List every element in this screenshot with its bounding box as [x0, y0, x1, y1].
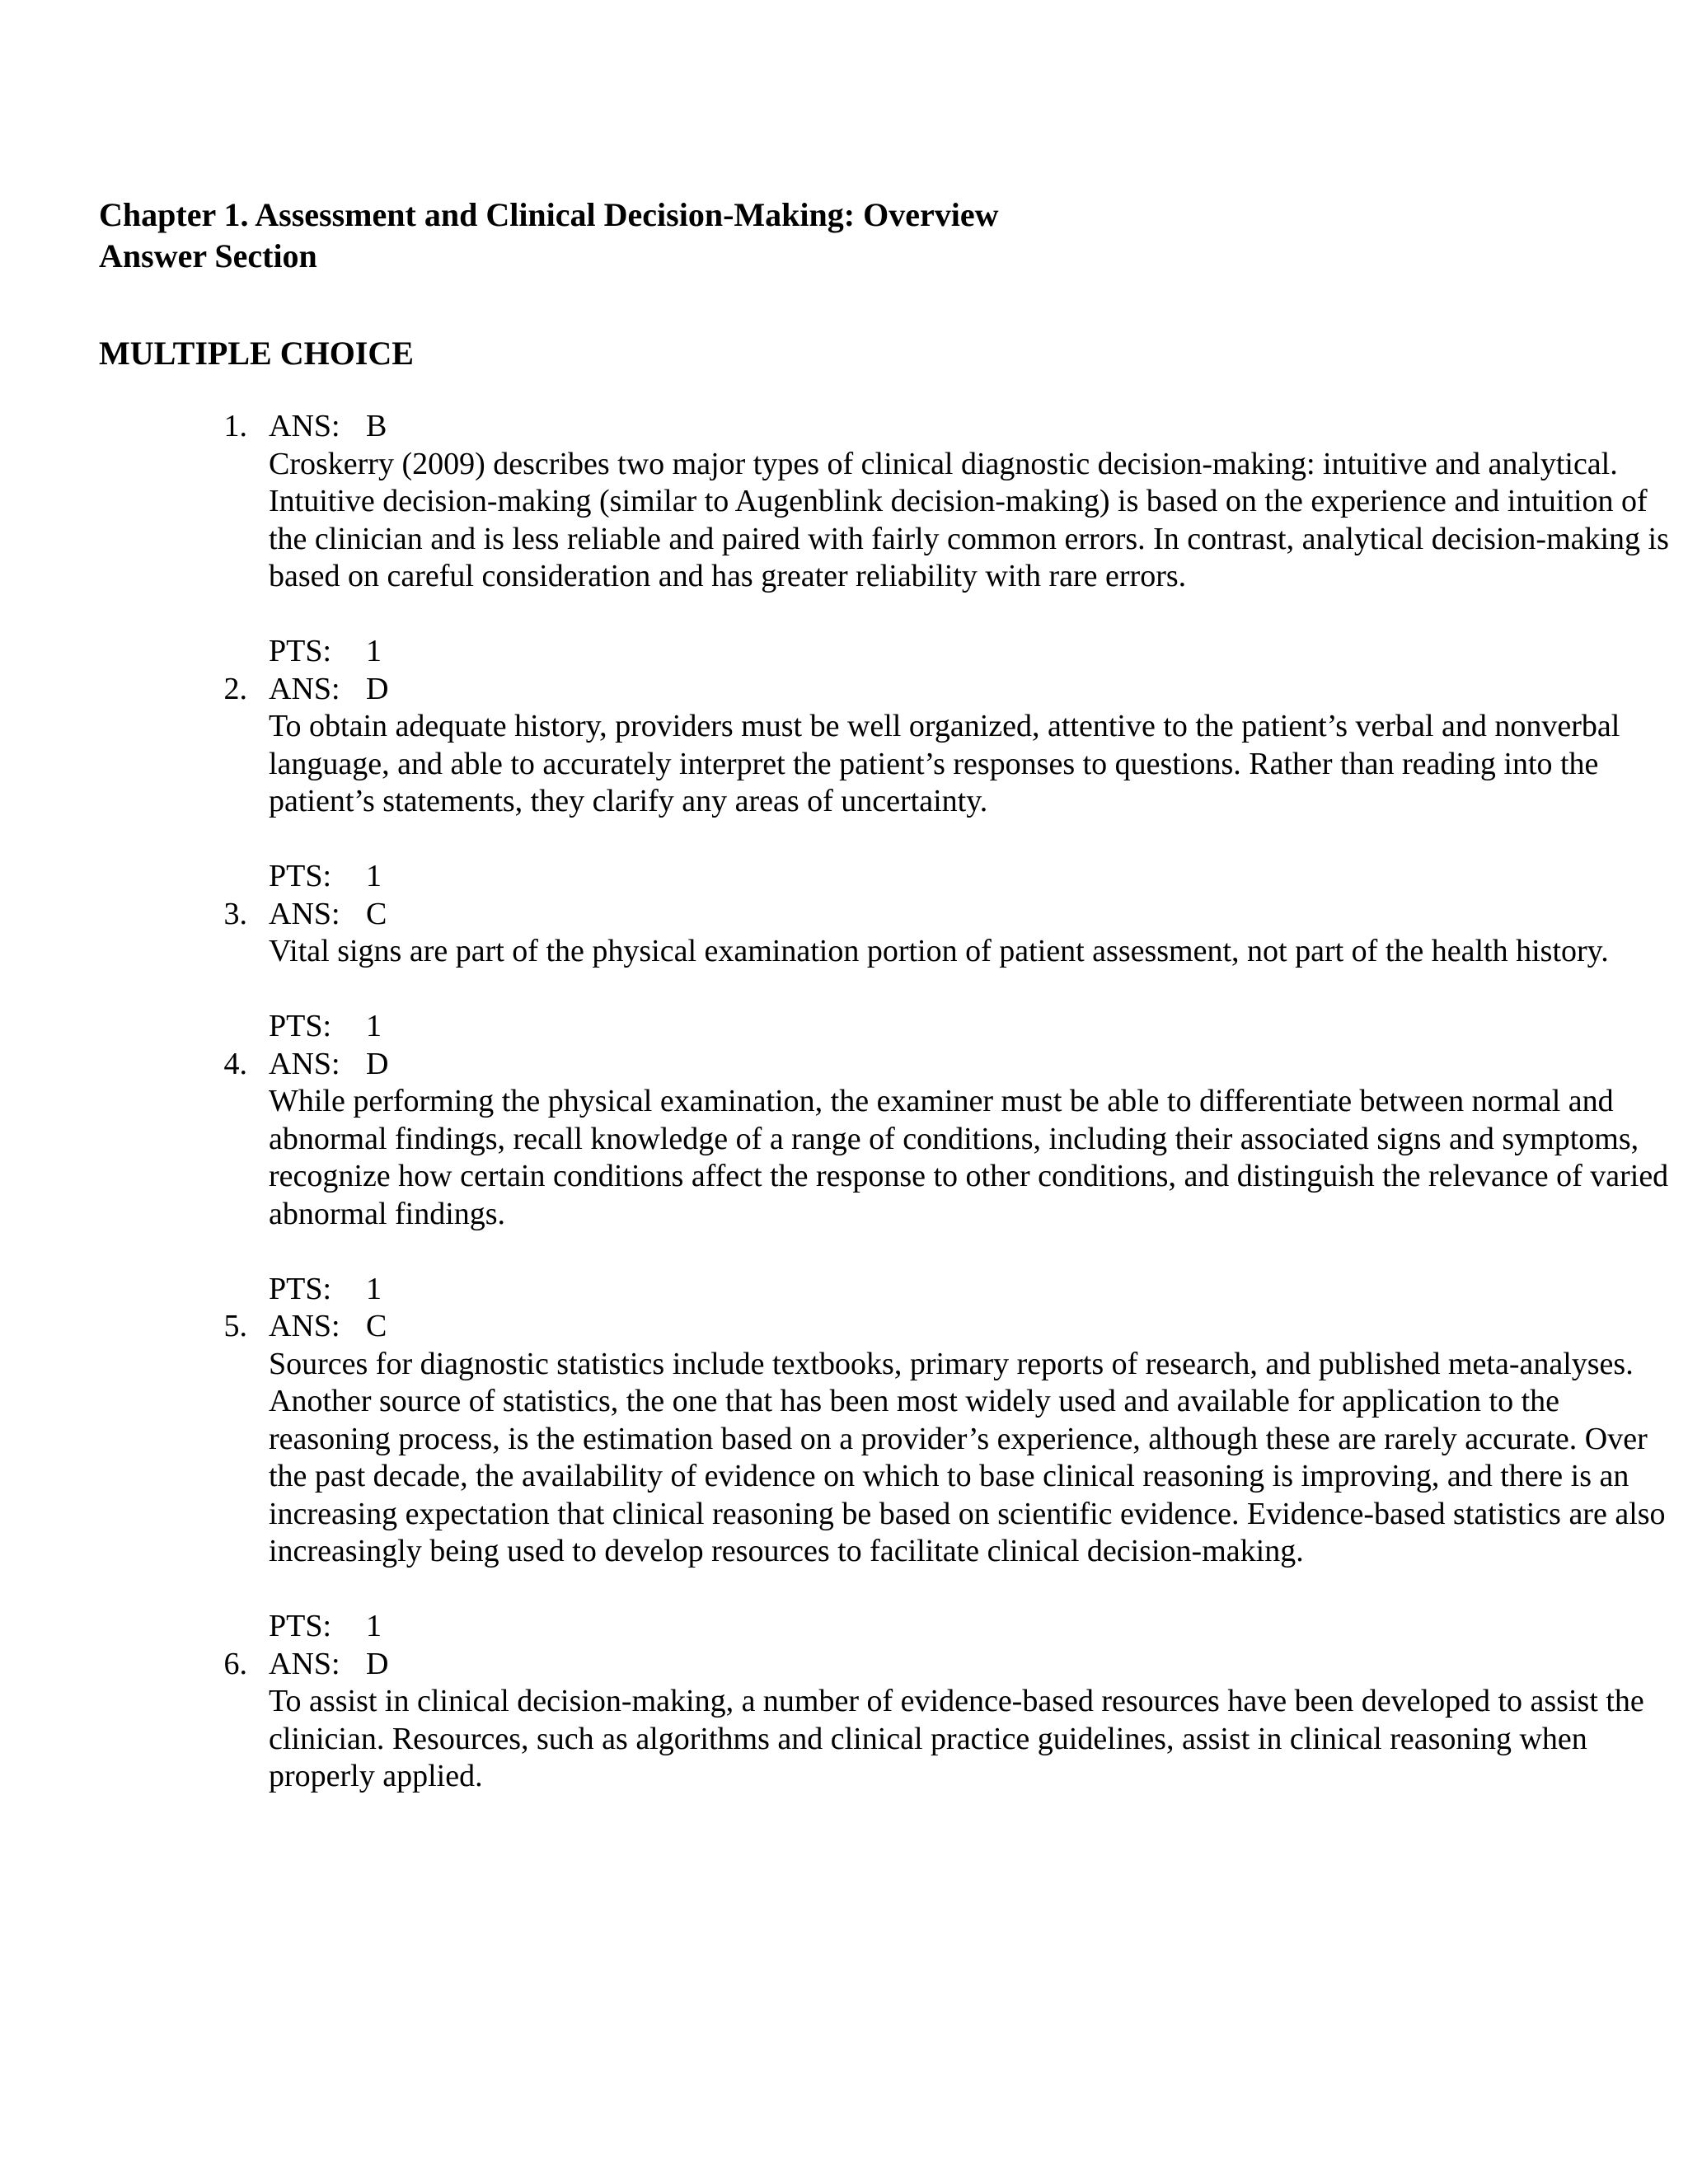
points-value: 1: [366, 634, 382, 668]
points-value: 1: [366, 1609, 382, 1643]
points-line: [269, 858, 1670, 896]
answer-body: [269, 1046, 1670, 1309]
answer-letter: B: [366, 409, 387, 443]
answer-number: 2.: [223, 671, 247, 706]
answer-number: 4.: [223, 1046, 247, 1081]
title-block: [99, 194, 998, 277]
answer-body: [269, 1646, 1670, 1796]
answer-body: [269, 896, 1670, 1046]
ans-label: ANS:: [269, 1309, 340, 1343]
answer-letter: C: [366, 1309, 387, 1343]
answer-number: 5.: [223, 1309, 247, 1343]
answer-rationale: To obtain adequate history, providers must be well organized, attentive to the patient’s verbal and nonverbal language, and able to accurately interpret the patient’s responses to questions. Rather than reading into the patient’s statements, they clarify any areas of uncertainty.: [269, 709, 1620, 818]
points-line: [269, 1608, 1670, 1646]
answer-body: [269, 408, 1670, 671]
answer-rationale: Vital signs are part of the physical examination portion of patient assessment, not part of the health history.: [269, 934, 1609, 968]
answer-body: [269, 671, 1670, 896]
answer-body: [269, 1308, 1670, 1646]
ans-label: ANS:: [269, 896, 340, 931]
answer-item: [99, 408, 1669, 671]
answer-rationale: Sources for diagnostic statistics include textbooks, primary reports of research, and published meta-analyses. Another source of statistics, the one that has been most widely used and available for application to the reasoning process, is the estimation based on a provider’s experience, although these are rarely accurate. Over the past decade, the availability of evidence on which to base clinical reasoning is improving, and there is an increasing expectation that clinical reasoning be based on scientific evidence. Evidence-based statistics are also increasingly being used to develop resources to facilitate clinical decision-making.: [269, 1346, 1666, 1568]
points-line: [269, 633, 1670, 671]
answer-item: [99, 1046, 1669, 1309]
answer-key-line: [269, 1308, 1670, 1346]
answer-key-line: [269, 671, 1670, 709]
pts-label: PTS:: [269, 1609, 332, 1643]
answer-item: [99, 896, 1609, 1046]
ans-label: ANS:: [269, 1646, 340, 1681]
points-value: 1: [366, 1009, 382, 1043]
answer-item: [99, 1308, 1666, 1646]
chapter-title: Chapter 1. Assessment and Clinical Decision-Making: Overview: [99, 196, 999, 233]
answer-rationale: Croskerry (2009) describes two major types of clinical diagnostic decision-making: intuitive and analytical. Intuitive decision-making (similar to Augenblink decision-making) is based on the experience and intuition of the clinician and is less reliable and paired with fairly common errors. In contrast, analytical decision-making is based on careful consideration and has greater reliability with rare errors.: [269, 446, 1669, 593]
section-heading: MULTIPLE CHOICE: [99, 335, 414, 372]
points-value: 1: [366, 1271, 382, 1306]
answer-list: [99, 408, 1669, 1796]
answer-key-line: [269, 1646, 1670, 1684]
answer-number: 1.: [223, 409, 247, 443]
pts-label: PTS:: [269, 859, 332, 893]
answer-rationale: To assist in clinical decision-making, a number of evidence-based resources have been developed to assist the clinician. Resources, such as algorithms and clinical practice guidelines, assist in clinical reasoning when properly applied.: [269, 1684, 1644, 1793]
answer-key-line: [269, 408, 1670, 446]
answer-key-line: [269, 896, 1670, 934]
pts-label: PTS:: [269, 634, 332, 668]
answer-letter: D: [366, 671, 389, 706]
answer-section-title: Answer Section: [99, 237, 317, 274]
ans-label: ANS:: [269, 671, 340, 706]
answer-number: 6.: [223, 1646, 247, 1681]
answer-item: [99, 671, 1620, 896]
pts-label: PTS:: [269, 1271, 332, 1306]
ans-label: ANS:: [269, 409, 340, 443]
points-value: 1: [366, 859, 382, 893]
answer-number: 3.: [223, 896, 247, 931]
answer-letter: C: [366, 896, 387, 931]
answer-letter: D: [366, 1046, 389, 1081]
points-line: [269, 1008, 1670, 1046]
ans-label: ANS:: [269, 1046, 340, 1081]
answer-letter: D: [366, 1646, 389, 1681]
pts-label: PTS:: [269, 1009, 332, 1043]
answer-rationale: While performing the physical examination, the examiner must be able to differentiate between normal and abnormal findings, recall knowledge of a range of conditions, including their associated signs and symptoms, recognize how certain conditions affect the response to other conditions, and distinguish the relevance of varied abnormal findings.: [269, 1084, 1669, 1231]
answer-item: [99, 1646, 1644, 1796]
answer-key-line: [269, 1046, 1670, 1084]
points-line: [269, 1271, 1670, 1309]
